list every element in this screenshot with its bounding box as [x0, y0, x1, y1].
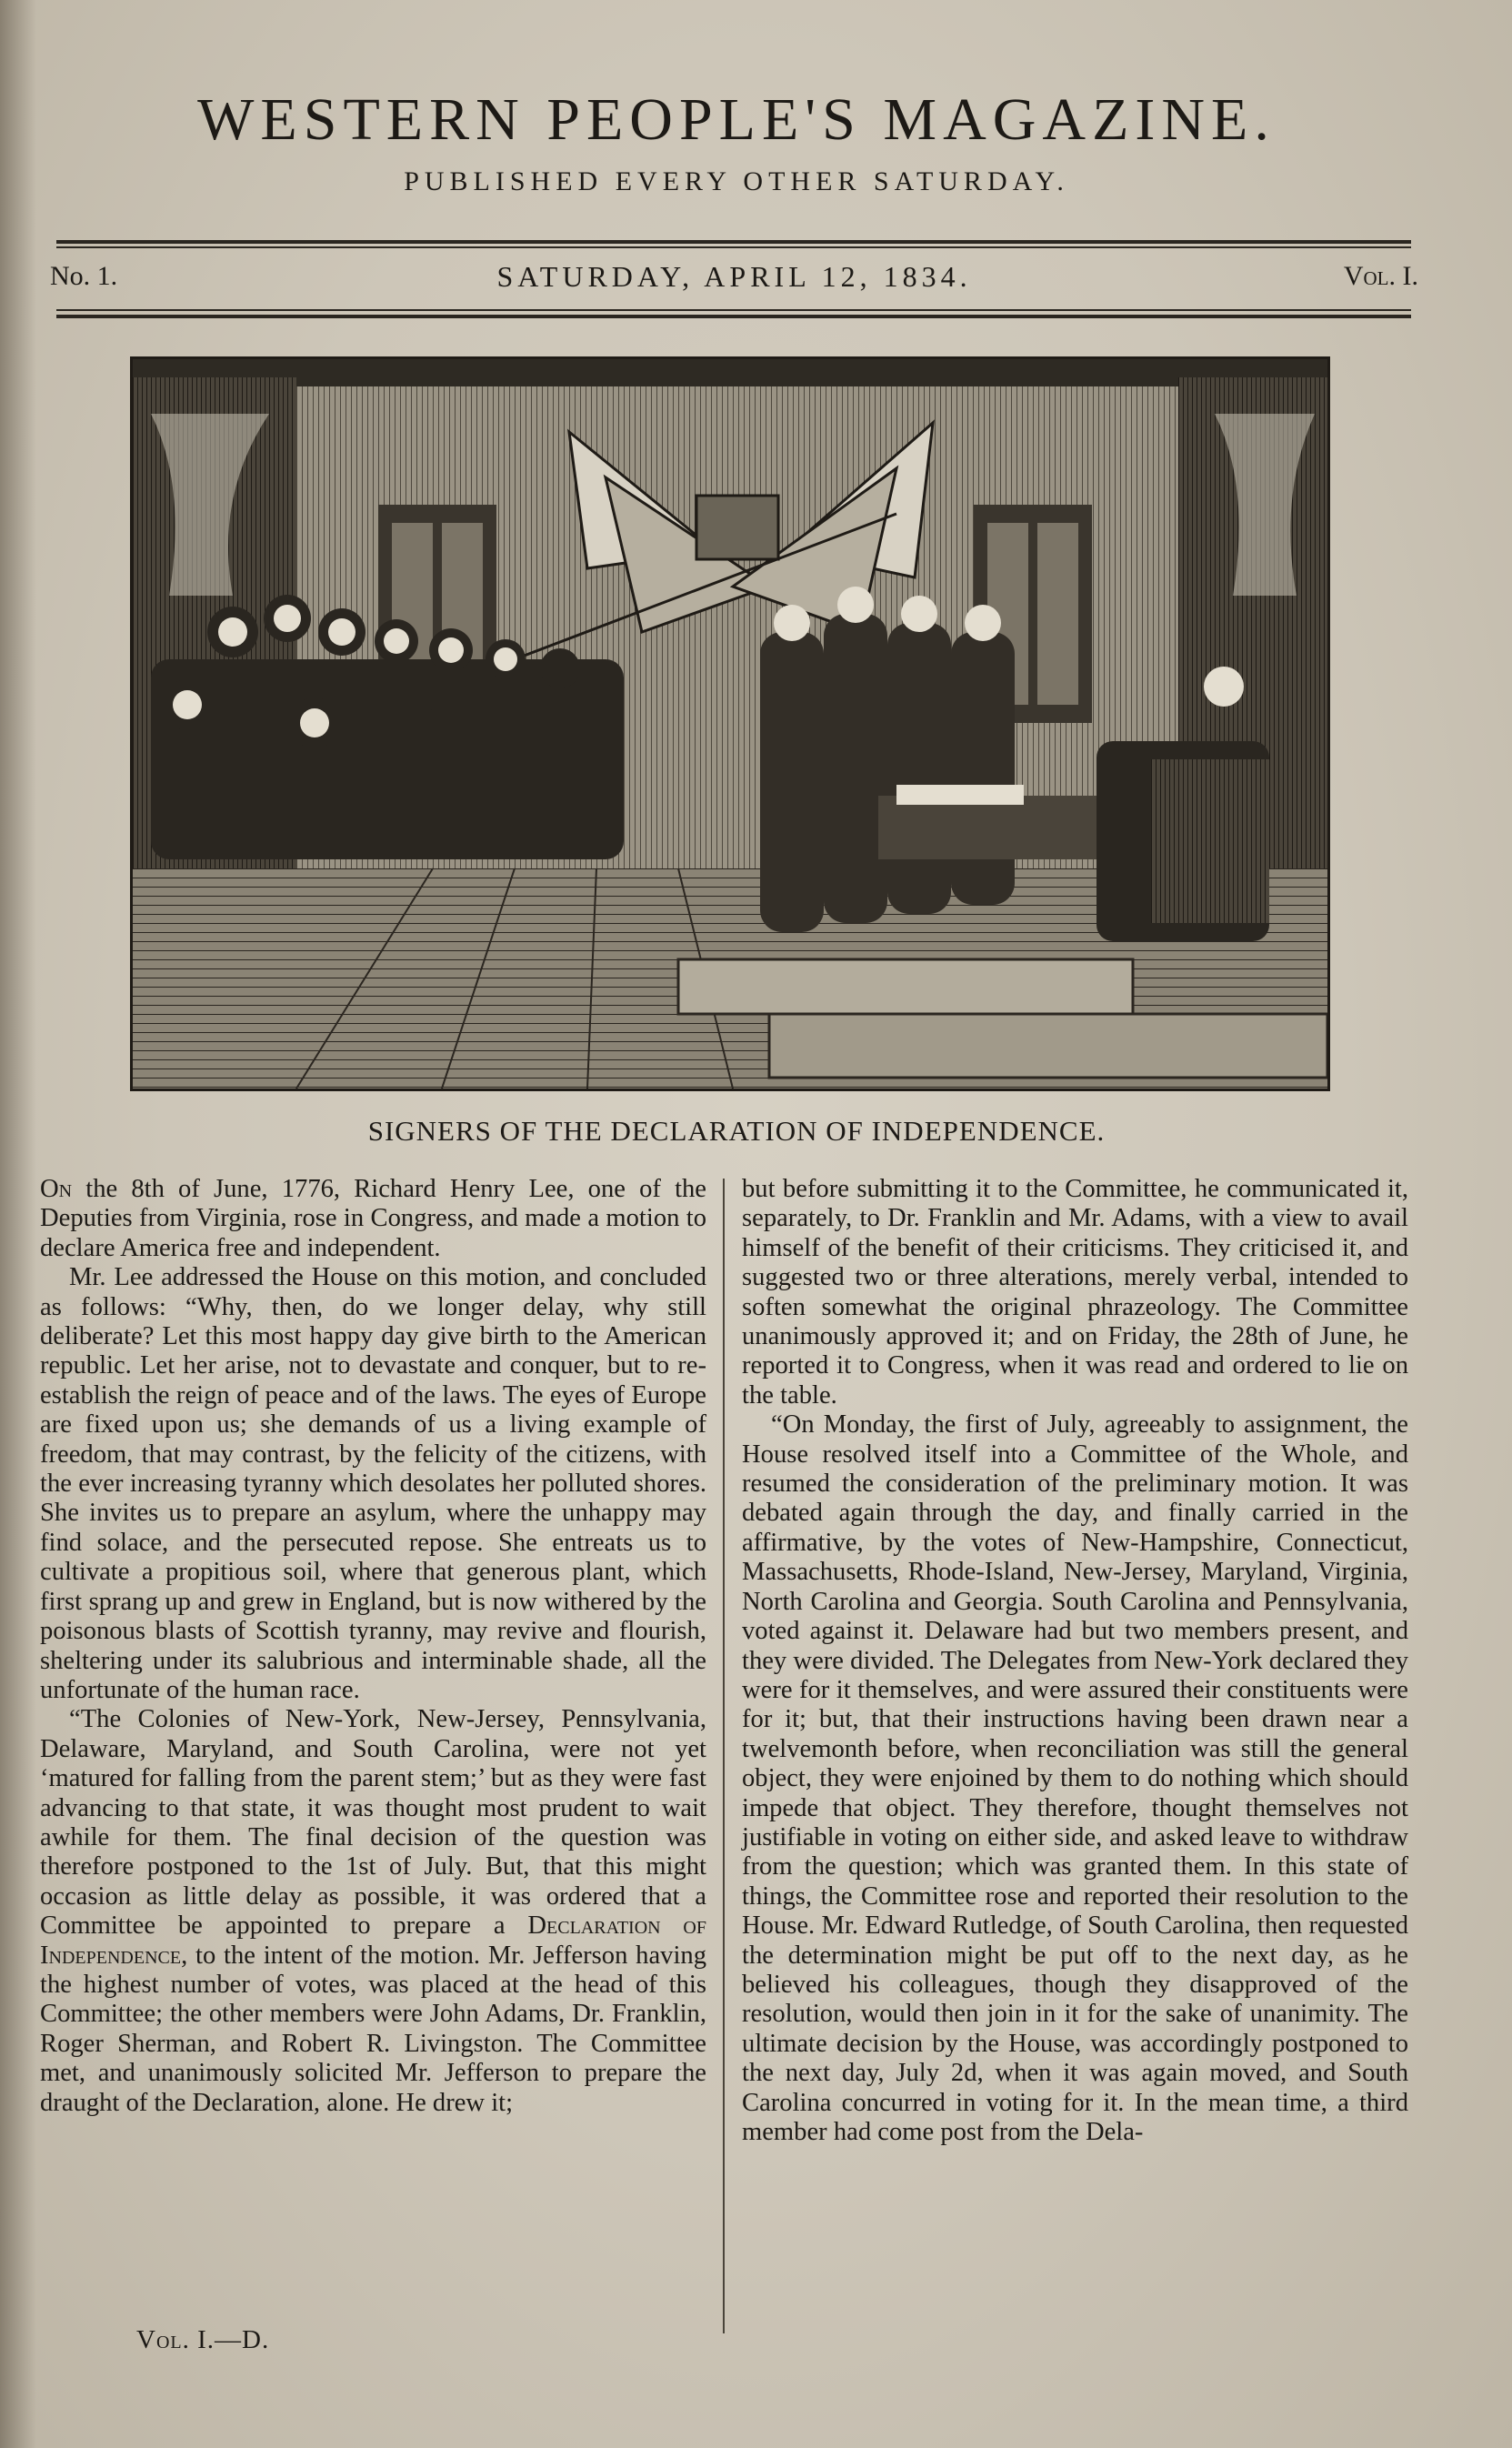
- masthead-rule-top: [56, 240, 1411, 244]
- masthead: [55, 84, 1418, 198]
- declaration-title-text: Declaration of Independence: [40, 1911, 706, 1970]
- article-paragraph: [40, 1705, 706, 2118]
- signature-text: Vol. I.—D.: [136, 2325, 270, 2354]
- issue-date: SATURDAY, APRIL 12, 1834.: [496, 260, 972, 293]
- article-column-left: [40, 1175, 706, 2118]
- publication-frequency: PUBLISHED EVERY OTHER SATURDAY.: [404, 166, 1069, 196]
- column-divider: [723, 1179, 725, 2333]
- paragraph-text: , to the intent of the motion. Mr. Jefferson having the highest number of votes, was placed at the head of this Committee; the other members were John Adams, Dr. Franklin, Roger Sherman, and Robert R. Livingston. The Committee met, and unanimously solicited Mr. Jefferson to prepare the draught of the Declaration, alone. He drew it;: [40, 1941, 706, 2117]
- masthead-rule-top-thin: [56, 246, 1411, 248]
- volume-number: Vol. I.: [1343, 261, 1418, 291]
- engraving-illustration: [130, 356, 1330, 1091]
- paragraph-text: “The Colonies of New-York, New-Jersey, Pennsylvania, Delaware, Maryland, and South Carolina, were not yet ‘matured for falling from the parent stem;’ but as they were fast advancing to that state, it was thought most prudent to wait awhile for them. The final decision of the question was therefore postponed to the 1st of July. But, that this might occasion as little delay as possible, it was ordered that a Committee be appointed to prepare a: [40, 1705, 706, 1941]
- magazine-title: WESTERN PEOPLE'S MAGAZINE.: [197, 86, 1276, 153]
- article-column-right: [742, 1175, 1408, 2147]
- illustration-caption: SIGNERS OF THE DECLARATION OF INDEPENDENCE.: [367, 1115, 1106, 1147]
- dateline: [50, 256, 1418, 296]
- engraving-image: [133, 359, 1327, 1089]
- lead-word: On: [40, 1175, 73, 1203]
- article-paragraph: “On Monday, the first of July, agreeably to assignment, the House resolved itself into a Committee of the Whole, and resumed the consideration of the preliminary motion. It was debated again through the day, and finally carried in the affirmative, by the votes of New-Hampshire, Connecticut, Massachusetts, Rhode-Island, New-Jersey, Maryland, Virginia, North Carolina and Georgia. South Carolina and Pennsylvania, voted against it. Delaware had but two members present, and they were divided. The Delegates from New-York declared they were for it themselves, and were assured their constituents were for it; but, that their instructions having been drawn near a twelvemonth before, when reconciliation was still the general object, they were enjoined by them to do nothing which should impede that object. They therefore, thought themselves not justifiable in voting on either side, and asked leave to withdraw from the question; which was granted them. In this state of things, the Committee rose and reported their resolution to the House. Mr. Edward Rutledge, of South Carolina, then requested the determination might be put off to the next day, as he believed his colleagues, though they disapproved of the resolution, would then join in it for the sake of unanimity. The ultimate decision by the House, was accordingly postponed to the next day, July 2d, when it was again moved, and South Carolina concurred in voting for it. In the mean time, a third member had come post from the Dela-: [742, 1410, 1408, 2146]
- article-paragraph: Mr. Lee addressed the House on this motion, and concluded as follows: “Why, then, do we longer delay, why still deliberate? Let this most happy day give birth to the American republic. Let her arise, not to devastate and conquer, but to re-establish the reign of peace and of the laws. The eyes of Europe are fixed upon us; she demands of us a living example of freedom, that may contrast, by the felicity of the citizens, with the ever increasing tyranny which desolates her polluted shores. She invites us to prepare an asylum, where the unhappy may find solace, and the persecuted repose. She entreats us to cultivate a propitious soil, where that generous plant, which first sprang up and grew in England, but is now withered by the poisonous blasts of Scottish tyranny, may revive and flourish, sheltering under its salubrious and interminable shade, all the unfortunate of the human race.: [40, 1263, 706, 1704]
- article-paragraph: but before submitting it to the Committee, he communicated it, separately, to Dr. Franklin and Mr. Adams, with a view to avail himself of the benefit of their criticisms. They criticised it, and suggested two or three alterations, merely verbal, intended to soften somewhat the original phrazeology. The Committee unanimously approved it; and on Friday, the 28th of June, he reported it to Congress, when it was read and ordered to lie on the table.: [742, 1175, 1408, 1410]
- dateline-rule-thin: [56, 309, 1411, 311]
- paragraph-text: the 8th of June, 1776, Richard Henry Lee, one of the Deputies from Virginia, rose in Congress, and made a motion to declare America free and independent.: [40, 1175, 706, 1262]
- signature-mark: [136, 2325, 269, 2355]
- issue-number: No. 1.: [50, 261, 118, 291]
- article-paragraph: [40, 1175, 706, 1263]
- dateline-rule-bottom: [56, 315, 1411, 318]
